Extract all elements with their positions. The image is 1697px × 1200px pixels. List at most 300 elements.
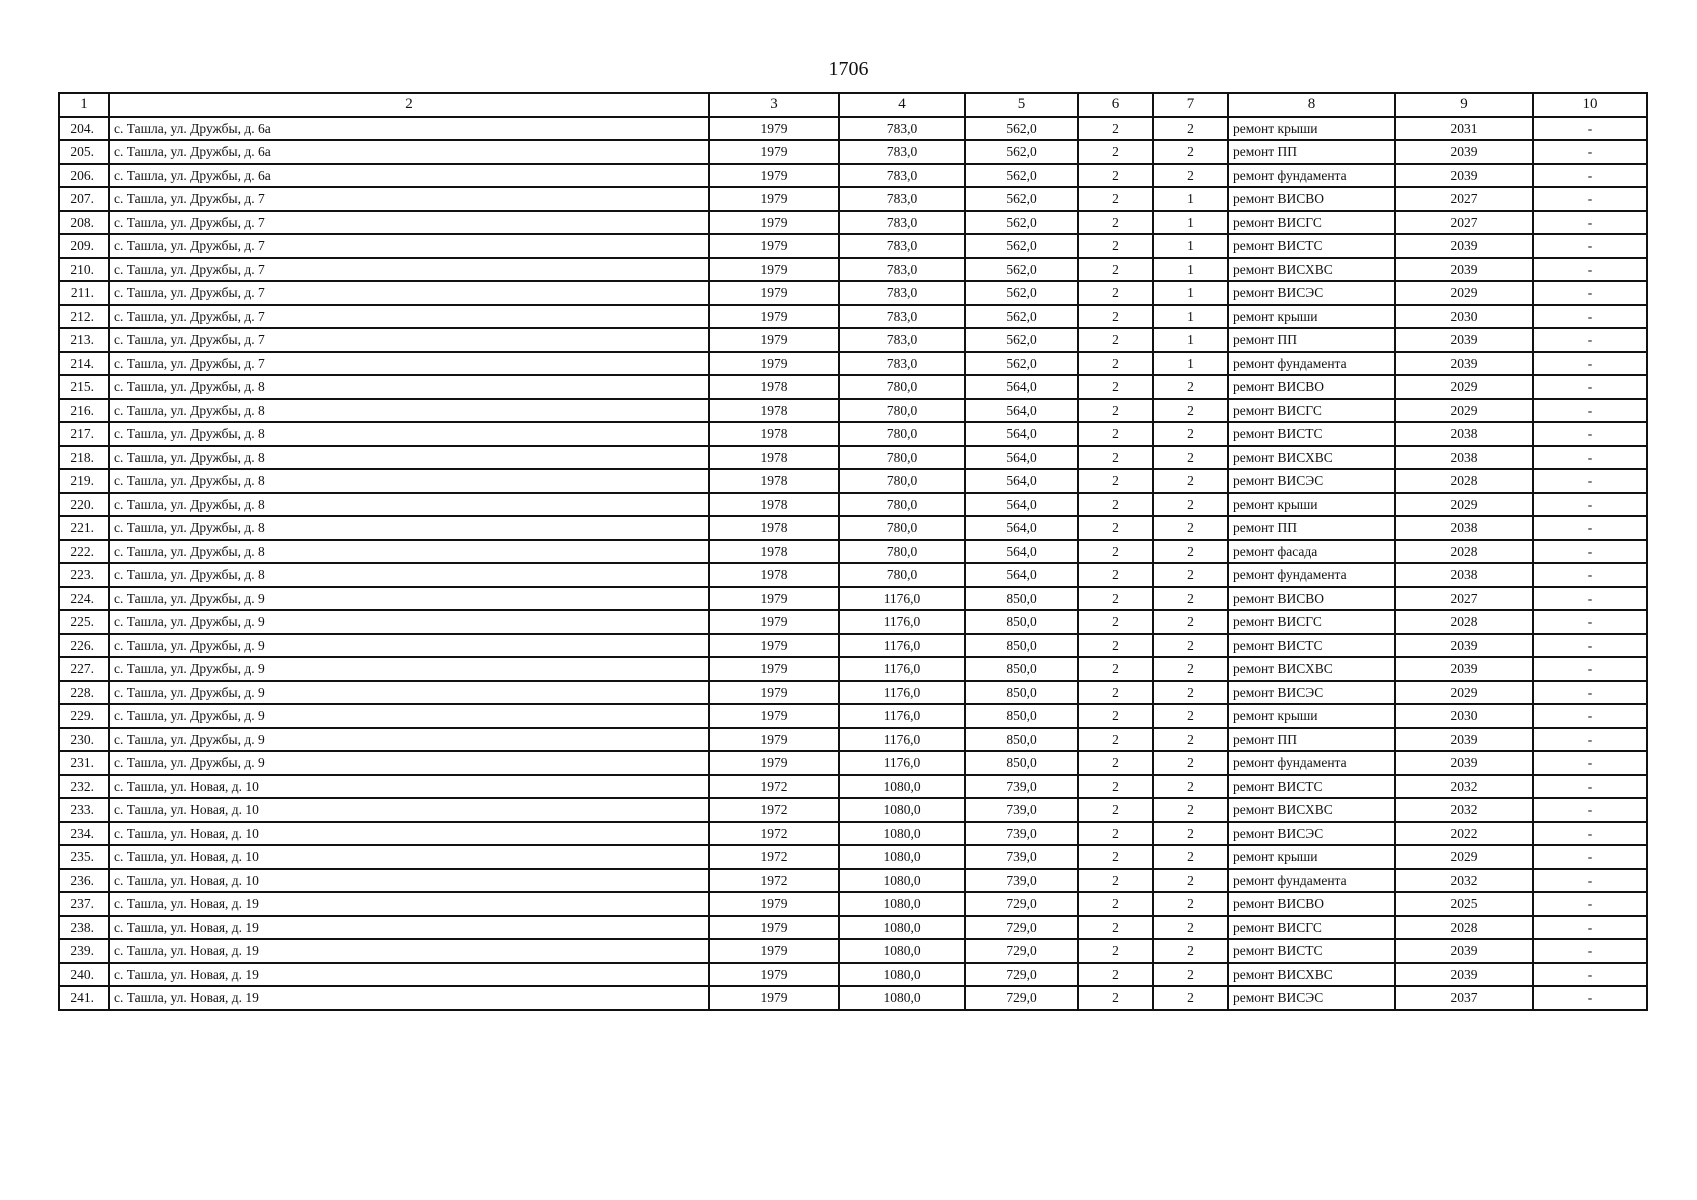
area-living-cell: 850,0 [965, 681, 1078, 705]
entrances-cell: 2 [1153, 422, 1228, 446]
work-type-cell: ремонт крыши [1228, 704, 1395, 728]
work-year-cell: 2028 [1395, 610, 1533, 634]
floors-cell: 2 [1078, 328, 1153, 352]
row-number-cell: 235. [59, 845, 109, 869]
table-row [59, 352, 1647, 376]
address-cell: с. Ташла, ул. Дружбы, д. 8 [109, 493, 709, 517]
work-type-cell: ремонт ПП [1228, 728, 1395, 752]
row-number-cell: 225. [59, 610, 109, 634]
area-living-cell: 739,0 [965, 845, 1078, 869]
table-row [59, 963, 1647, 987]
year-cell: 1979 [709, 140, 839, 164]
row-number-cell: 236. [59, 869, 109, 893]
address-cell: с. Ташла, ул. Дружбы, д. 7 [109, 234, 709, 258]
address-cell: с. Ташла, ул. Дружбы, д. 7 [109, 305, 709, 329]
work-type-cell: ремонт ВИСХВС [1228, 798, 1395, 822]
row-number-cell: 238. [59, 916, 109, 940]
column-header: 9 [1395, 93, 1533, 117]
entrances-cell: 2 [1153, 681, 1228, 705]
entrances-cell: 2 [1153, 117, 1228, 141]
floors-cell: 2 [1078, 939, 1153, 963]
table-row [59, 916, 1647, 940]
floors-cell: 2 [1078, 916, 1153, 940]
address-cell: с. Ташла, ул. Дружбы, д. 6а [109, 164, 709, 188]
entrances-cell: 2 [1153, 140, 1228, 164]
note-cell: - [1533, 892, 1647, 916]
entrances-cell: 1 [1153, 234, 1228, 258]
work-type-cell: ремонт крыши [1228, 305, 1395, 329]
note-cell: - [1533, 704, 1647, 728]
row-number-cell: 232. [59, 775, 109, 799]
year-cell: 1979 [709, 657, 839, 681]
table-row [59, 399, 1647, 423]
floors-cell: 2 [1078, 610, 1153, 634]
work-type-cell: ремонт ВИСВО [1228, 187, 1395, 211]
area-living-cell: 729,0 [965, 916, 1078, 940]
work-type-cell: ремонт ВИСХВС [1228, 446, 1395, 470]
work-type-cell: ремонт ВИСГС [1228, 399, 1395, 423]
row-number-cell: 239. [59, 939, 109, 963]
area-living-cell: 739,0 [965, 822, 1078, 846]
row-number-cell: 219. [59, 469, 109, 493]
table-row [59, 657, 1647, 681]
address-cell: с. Ташла, ул. Дружбы, д. 8 [109, 563, 709, 587]
year-cell: 1979 [709, 751, 839, 775]
note-cell: - [1533, 211, 1647, 235]
work-type-cell: ремонт ВИСХВС [1228, 963, 1395, 987]
floors-cell: 2 [1078, 869, 1153, 893]
area-total-cell: 1176,0 [839, 751, 965, 775]
floors-cell: 2 [1078, 305, 1153, 329]
area-living-cell: 564,0 [965, 375, 1078, 399]
area-total-cell: 780,0 [839, 516, 965, 540]
note-cell: - [1533, 751, 1647, 775]
year-cell: 1979 [709, 352, 839, 376]
note-cell: - [1533, 869, 1647, 893]
floors-cell: 2 [1078, 399, 1153, 423]
address-cell: с. Ташла, ул. Новая, д. 19 [109, 892, 709, 916]
work-type-cell: ремонт ВИСЭС [1228, 986, 1395, 1010]
area-living-cell: 562,0 [965, 305, 1078, 329]
area-total-cell: 1176,0 [839, 704, 965, 728]
work-type-cell: ремонт ВИСТС [1228, 634, 1395, 658]
address-cell: с. Ташла, ул. Дружбы, д. 8 [109, 399, 709, 423]
floors-cell: 2 [1078, 187, 1153, 211]
row-number-cell: 237. [59, 892, 109, 916]
work-year-cell: 2039 [1395, 352, 1533, 376]
work-type-cell: ремонт ПП [1228, 140, 1395, 164]
work-type-cell: ремонт крыши [1228, 117, 1395, 141]
row-number-cell: 216. [59, 399, 109, 423]
entrances-cell: 2 [1153, 469, 1228, 493]
note-cell: - [1533, 516, 1647, 540]
column-header: 2 [109, 93, 709, 117]
work-year-cell: 2025 [1395, 892, 1533, 916]
address-cell: с. Ташла, ул. Дружбы, д. 9 [109, 634, 709, 658]
work-type-cell: ремонт ВИСТС [1228, 775, 1395, 799]
area-living-cell: 564,0 [965, 563, 1078, 587]
address-cell: с. Ташла, ул. Дружбы, д. 9 [109, 610, 709, 634]
table-row [59, 986, 1647, 1010]
area-total-cell: 783,0 [839, 164, 965, 188]
entrances-cell: 2 [1153, 939, 1228, 963]
work-year-cell: 2039 [1395, 164, 1533, 188]
note-cell: - [1533, 446, 1647, 470]
note-cell: - [1533, 422, 1647, 446]
floors-cell: 2 [1078, 140, 1153, 164]
area-living-cell: 562,0 [965, 234, 1078, 258]
area-total-cell: 1080,0 [839, 892, 965, 916]
year-cell: 1979 [709, 305, 839, 329]
entrances-cell: 2 [1153, 399, 1228, 423]
row-number-cell: 208. [59, 211, 109, 235]
row-number-cell: 234. [59, 822, 109, 846]
area-total-cell: 783,0 [839, 305, 965, 329]
floors-cell: 2 [1078, 798, 1153, 822]
work-type-cell: ремонт ПП [1228, 516, 1395, 540]
area-living-cell: 850,0 [965, 751, 1078, 775]
work-year-cell: 2039 [1395, 939, 1533, 963]
address-cell: с. Ташла, ул. Дружбы, д. 7 [109, 187, 709, 211]
work-type-cell: ремонт ВИСЭС [1228, 822, 1395, 846]
area-living-cell: 729,0 [965, 986, 1078, 1010]
table-row [59, 281, 1647, 305]
year-cell: 1978 [709, 446, 839, 470]
floors-cell: 2 [1078, 516, 1153, 540]
entrances-cell: 2 [1153, 516, 1228, 540]
area-total-cell: 1080,0 [839, 916, 965, 940]
row-number-cell: 205. [59, 140, 109, 164]
table-row [59, 587, 1647, 611]
work-year-cell: 2029 [1395, 375, 1533, 399]
area-living-cell: 562,0 [965, 281, 1078, 305]
area-living-cell: 564,0 [965, 422, 1078, 446]
address-cell: с. Ташла, ул. Новая, д. 19 [109, 963, 709, 987]
table-row [59, 845, 1647, 869]
column-header: 5 [965, 93, 1078, 117]
column-header: 4 [839, 93, 965, 117]
floors-cell: 2 [1078, 822, 1153, 846]
address-cell: с. Ташла, ул. Дружбы, д. 8 [109, 375, 709, 399]
area-total-cell: 780,0 [839, 540, 965, 564]
work-type-cell: ремонт ВИСЭС [1228, 469, 1395, 493]
address-cell: с. Ташла, ул. Дружбы, д. 9 [109, 657, 709, 681]
row-number-cell: 231. [59, 751, 109, 775]
column-header: 6 [1078, 93, 1153, 117]
work-year-cell: 2022 [1395, 822, 1533, 846]
table-row [59, 305, 1647, 329]
entrances-cell: 2 [1153, 916, 1228, 940]
header-row [59, 93, 1647, 117]
year-cell: 1972 [709, 798, 839, 822]
row-number-cell: 240. [59, 963, 109, 987]
area-total-cell: 780,0 [839, 399, 965, 423]
note-cell: - [1533, 681, 1647, 705]
work-type-cell: ремонт ПП [1228, 328, 1395, 352]
floors-cell: 2 [1078, 540, 1153, 564]
table-row [59, 211, 1647, 235]
entrances-cell: 1 [1153, 187, 1228, 211]
year-cell: 1979 [709, 634, 839, 658]
work-year-cell: 2039 [1395, 963, 1533, 987]
work-type-cell: ремонт ВИСГС [1228, 916, 1395, 940]
year-cell: 1979 [709, 963, 839, 987]
area-living-cell: 739,0 [965, 798, 1078, 822]
note-cell: - [1533, 493, 1647, 517]
data-table [58, 92, 1648, 1011]
work-year-cell: 2029 [1395, 493, 1533, 517]
work-type-cell: ремонт ВИСТС [1228, 422, 1395, 446]
work-year-cell: 2027 [1395, 587, 1533, 611]
year-cell: 1979 [709, 681, 839, 705]
area-total-cell: 1176,0 [839, 634, 965, 658]
note-cell: - [1533, 634, 1647, 658]
note-cell: - [1533, 187, 1647, 211]
row-number-cell: 207. [59, 187, 109, 211]
floors-cell: 2 [1078, 751, 1153, 775]
address-cell: с. Ташла, ул. Новая, д. 19 [109, 916, 709, 940]
entrances-cell: 2 [1153, 775, 1228, 799]
year-cell: 1979 [709, 704, 839, 728]
address-cell: с. Ташла, ул. Дружбы, д. 7 [109, 281, 709, 305]
row-number-cell: 209. [59, 234, 109, 258]
entrances-cell: 2 [1153, 704, 1228, 728]
row-number-cell: 215. [59, 375, 109, 399]
entrances-cell: 2 [1153, 493, 1228, 517]
floors-cell: 2 [1078, 587, 1153, 611]
row-number-cell: 230. [59, 728, 109, 752]
entrances-cell: 1 [1153, 211, 1228, 235]
area-living-cell: 729,0 [965, 939, 1078, 963]
entrances-cell: 1 [1153, 258, 1228, 282]
address-cell: с. Ташла, ул. Новая, д. 19 [109, 986, 709, 1010]
area-total-cell: 783,0 [839, 258, 965, 282]
area-total-cell: 1176,0 [839, 587, 965, 611]
area-total-cell: 783,0 [839, 328, 965, 352]
table-row [59, 822, 1647, 846]
year-cell: 1978 [709, 375, 839, 399]
work-year-cell: 2039 [1395, 234, 1533, 258]
address-cell: с. Ташла, ул. Дружбы, д. 9 [109, 681, 709, 705]
entrances-cell: 2 [1153, 869, 1228, 893]
year-cell: 1978 [709, 516, 839, 540]
year-cell: 1979 [709, 211, 839, 235]
address-cell: с. Ташла, ул. Дружбы, д. 6а [109, 140, 709, 164]
entrances-cell: 2 [1153, 751, 1228, 775]
area-living-cell: 562,0 [965, 164, 1078, 188]
note-cell: - [1533, 728, 1647, 752]
row-number-cell: 224. [59, 587, 109, 611]
floors-cell: 2 [1078, 657, 1153, 681]
note-cell: - [1533, 540, 1647, 564]
table-row [59, 422, 1647, 446]
area-total-cell: 1080,0 [839, 963, 965, 987]
work-year-cell: 2032 [1395, 869, 1533, 893]
row-number-cell: 217. [59, 422, 109, 446]
table-row [59, 117, 1647, 141]
entrances-cell: 2 [1153, 587, 1228, 611]
note-cell: - [1533, 657, 1647, 681]
work-type-cell: ремонт ВИСЭС [1228, 281, 1395, 305]
area-total-cell: 1080,0 [839, 986, 965, 1010]
work-year-cell: 2037 [1395, 986, 1533, 1010]
floors-cell: 2 [1078, 446, 1153, 470]
year-cell: 1978 [709, 422, 839, 446]
work-type-cell: ремонт ВИСВО [1228, 587, 1395, 611]
year-cell: 1972 [709, 869, 839, 893]
work-year-cell: 2032 [1395, 798, 1533, 822]
floors-cell: 2 [1078, 634, 1153, 658]
work-year-cell: 2029 [1395, 681, 1533, 705]
area-living-cell: 564,0 [965, 516, 1078, 540]
address-cell: с. Ташла, ул. Дружбы, д. 7 [109, 211, 709, 235]
entrances-cell: 1 [1153, 305, 1228, 329]
table-row [59, 892, 1647, 916]
row-number-cell: 213. [59, 328, 109, 352]
work-type-cell: ремонт ВИСХВС [1228, 258, 1395, 282]
year-cell: 1978 [709, 493, 839, 517]
row-number-cell: 241. [59, 986, 109, 1010]
work-year-cell: 2039 [1395, 328, 1533, 352]
work-year-cell: 2038 [1395, 516, 1533, 540]
table-row [59, 234, 1647, 258]
floors-cell: 2 [1078, 728, 1153, 752]
note-cell: - [1533, 963, 1647, 987]
note-cell: - [1533, 399, 1647, 423]
year-cell: 1979 [709, 587, 839, 611]
year-cell: 1979 [709, 728, 839, 752]
row-number-cell: 227. [59, 657, 109, 681]
entrances-cell: 2 [1153, 610, 1228, 634]
work-year-cell: 2031 [1395, 117, 1533, 141]
entrances-cell: 2 [1153, 822, 1228, 846]
work-year-cell: 2038 [1395, 563, 1533, 587]
work-year-cell: 2030 [1395, 305, 1533, 329]
work-year-cell: 2028 [1395, 540, 1533, 564]
year-cell: 1978 [709, 399, 839, 423]
work-type-cell: ремонт ВИСВО [1228, 892, 1395, 916]
area-living-cell: 562,0 [965, 258, 1078, 282]
note-cell: - [1533, 775, 1647, 799]
floors-cell: 2 [1078, 375, 1153, 399]
work-type-cell: ремонт ВИСТС [1228, 939, 1395, 963]
note-cell: - [1533, 375, 1647, 399]
row-number-cell: 206. [59, 164, 109, 188]
area-total-cell: 783,0 [839, 140, 965, 164]
address-cell: с. Ташла, ул. Новая, д. 10 [109, 869, 709, 893]
year-cell: 1972 [709, 822, 839, 846]
area-living-cell: 564,0 [965, 469, 1078, 493]
table-row [59, 798, 1647, 822]
entrances-cell: 2 [1153, 963, 1228, 987]
note-cell: - [1533, 610, 1647, 634]
row-number-cell: 211. [59, 281, 109, 305]
area-living-cell: 850,0 [965, 634, 1078, 658]
row-number-cell: 214. [59, 352, 109, 376]
table-row [59, 493, 1647, 517]
address-cell: с. Ташла, ул. Дружбы, д. 7 [109, 352, 709, 376]
work-year-cell: 2038 [1395, 446, 1533, 470]
area-total-cell: 780,0 [839, 563, 965, 587]
address-cell: с. Ташла, ул. Новая, д. 10 [109, 822, 709, 846]
floors-cell: 2 [1078, 845, 1153, 869]
year-cell: 1979 [709, 258, 839, 282]
area-living-cell: 729,0 [965, 892, 1078, 916]
floors-cell: 2 [1078, 892, 1153, 916]
year-cell: 1979 [709, 986, 839, 1010]
page-number: 1706 [828, 58, 869, 80]
entrances-cell: 2 [1153, 657, 1228, 681]
address-cell: с. Ташла, ул. Дружбы, д. 6а [109, 117, 709, 141]
address-cell: с. Ташла, ул. Дружбы, д. 8 [109, 540, 709, 564]
address-cell: с. Ташла, ул. Дружбы, д. 8 [109, 516, 709, 540]
address-cell: с. Ташла, ул. Дружбы, д. 9 [109, 704, 709, 728]
work-type-cell: ремонт ВИСХВС [1228, 657, 1395, 681]
table-row [59, 540, 1647, 564]
year-cell: 1972 [709, 845, 839, 869]
year-cell: 1979 [709, 117, 839, 141]
area-total-cell: 780,0 [839, 375, 965, 399]
area-total-cell: 1176,0 [839, 681, 965, 705]
area-total-cell: 1176,0 [839, 657, 965, 681]
note-cell: - [1533, 469, 1647, 493]
row-number-cell: 223. [59, 563, 109, 587]
table-row [59, 258, 1647, 282]
note-cell: - [1533, 986, 1647, 1010]
row-number-cell: 210. [59, 258, 109, 282]
floors-cell: 2 [1078, 563, 1153, 587]
note-cell: - [1533, 281, 1647, 305]
work-year-cell: 2027 [1395, 211, 1533, 235]
entrances-cell: 2 [1153, 892, 1228, 916]
area-total-cell: 1080,0 [839, 939, 965, 963]
note-cell: - [1533, 798, 1647, 822]
floors-cell: 2 [1078, 963, 1153, 987]
note-cell: - [1533, 845, 1647, 869]
work-year-cell: 2027 [1395, 187, 1533, 211]
area-total-cell: 783,0 [839, 281, 965, 305]
work-type-cell: ремонт фасада [1228, 540, 1395, 564]
area-living-cell: 562,0 [965, 117, 1078, 141]
entrances-cell: 1 [1153, 328, 1228, 352]
address-cell: с. Ташла, ул. Дружбы, д. 8 [109, 446, 709, 470]
table-row [59, 704, 1647, 728]
note-cell: - [1533, 822, 1647, 846]
area-living-cell: 564,0 [965, 540, 1078, 564]
table-row [59, 563, 1647, 587]
area-living-cell: 739,0 [965, 775, 1078, 799]
work-type-cell: ремонт фундамента [1228, 869, 1395, 893]
entrances-cell: 2 [1153, 845, 1228, 869]
entrances-cell: 2 [1153, 634, 1228, 658]
entrances-cell: 2 [1153, 563, 1228, 587]
year-cell: 1979 [709, 281, 839, 305]
entrances-cell: 2 [1153, 986, 1228, 1010]
address-cell: с. Ташла, ул. Дружбы, д. 9 [109, 751, 709, 775]
area-total-cell: 783,0 [839, 211, 965, 235]
work-year-cell: 2039 [1395, 634, 1533, 658]
floors-cell: 2 [1078, 352, 1153, 376]
floors-cell: 2 [1078, 258, 1153, 282]
year-cell: 1979 [709, 916, 839, 940]
area-total-cell: 1176,0 [839, 728, 965, 752]
entrances-cell: 2 [1153, 375, 1228, 399]
note-cell: - [1533, 587, 1647, 611]
work-type-cell: ремонт ВИСГС [1228, 211, 1395, 235]
note-cell: - [1533, 164, 1647, 188]
note-cell: - [1533, 916, 1647, 940]
floors-cell: 2 [1078, 211, 1153, 235]
